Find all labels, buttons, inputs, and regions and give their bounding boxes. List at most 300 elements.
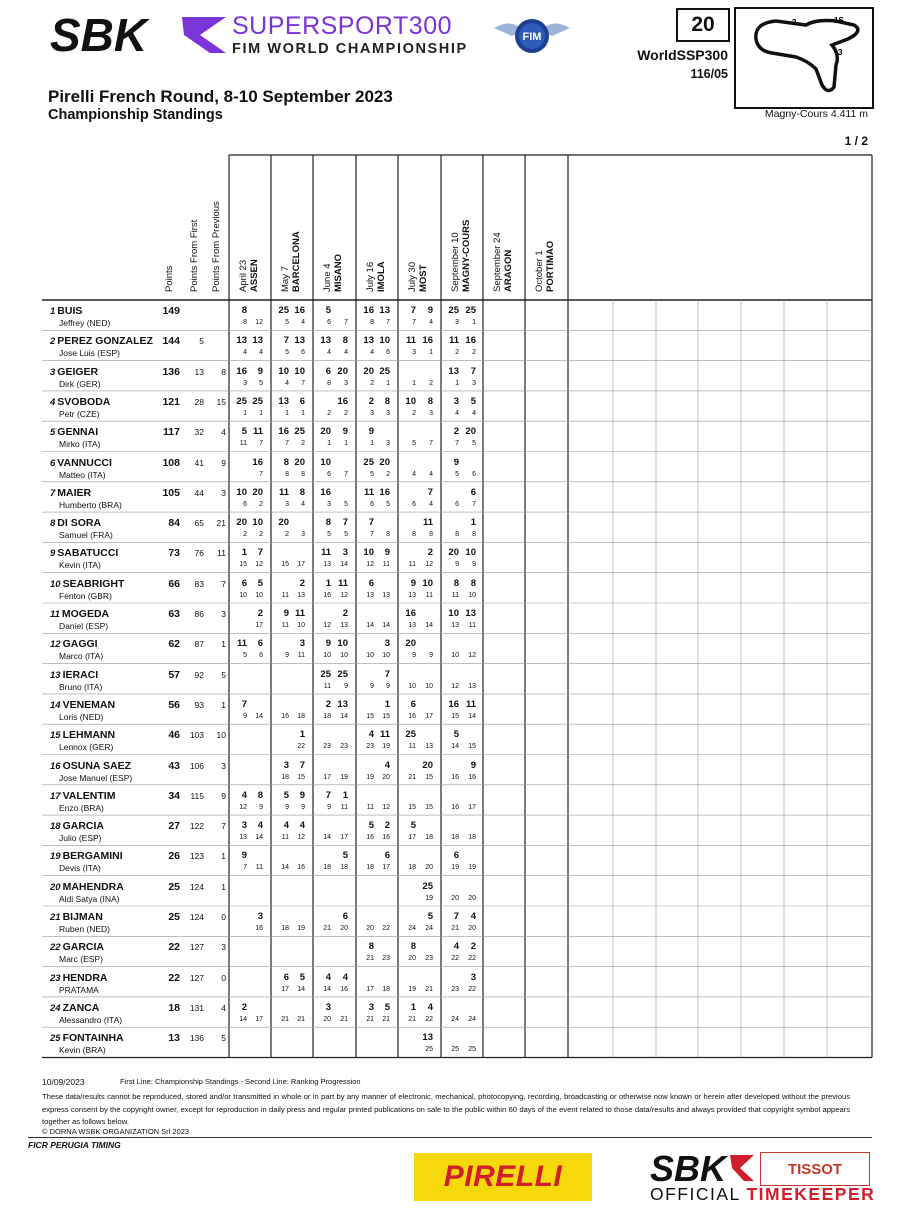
- round-points: 16: [405, 608, 416, 619]
- round-header: [322, 254, 344, 292]
- round-points: 3: [470, 971, 476, 983]
- round-points: 13: [252, 335, 263, 347]
- rider-position: 9: [50, 548, 56, 560]
- round-ranking: 15: [425, 803, 433, 811]
- rider-position: 12: [50, 639, 61, 651]
- round-ranking: 18: [408, 864, 416, 872]
- gap-previous-value: 1: [221, 851, 226, 862]
- round-ranking: 16: [408, 712, 416, 720]
- rider-surname: FONTAINHA: [62, 1032, 124, 1045]
- round-points: 20: [405, 638, 416, 650]
- rider-name: [50, 911, 103, 923]
- round-ranking: 11: [366, 803, 374, 811]
- round-ranking: 5: [243, 652, 247, 660]
- round-ranking: 11: [451, 591, 459, 599]
- round-ranking: 7: [301, 379, 305, 387]
- round-points: 25: [448, 305, 459, 316]
- event-title: Pirelli French Round, 8-10 September 2023: [48, 87, 393, 106]
- rider-position: 16: [50, 760, 61, 772]
- round-ranking: 17: [255, 622, 263, 629]
- rider-surname: BIJMAN: [62, 911, 103, 923]
- round-ranking: 10: [366, 652, 374, 660]
- rider-firstname: Lennox (GER): [59, 742, 114, 753]
- round-points: 3: [368, 1001, 374, 1013]
- round-points: 2: [325, 698, 331, 710]
- round-ranking: 9: [386, 682, 390, 690]
- round-points: 16: [252, 456, 263, 468]
- round-ranking: 9: [472, 561, 476, 569]
- rider-surname: GENNAI: [57, 426, 99, 439]
- points-value: 84: [168, 517, 180, 530]
- round-points: 9: [241, 850, 247, 862]
- round-ranking: 17: [323, 773, 331, 781]
- round-points: 13: [337, 698, 348, 710]
- rider-position: 2: [50, 336, 56, 348]
- round-ranking: 18: [425, 834, 433, 842]
- rider-name: [50, 517, 101, 529]
- rider-surname: IERACI: [62, 668, 99, 681]
- round-ranking: 13: [468, 682, 476, 690]
- round-ranking: 5: [344, 500, 348, 508]
- round-points: 8: [283, 456, 289, 468]
- rider-name: [50, 426, 98, 438]
- round-ranking: 12: [255, 561, 263, 569]
- gap-first-value: 76: [194, 548, 204, 559]
- rider-name: [50, 366, 98, 378]
- round-ranking: 20: [382, 773, 390, 781]
- round-points: 10: [448, 608, 459, 619]
- round-ranking: 21: [408, 773, 416, 781]
- rider-position: 3: [50, 366, 56, 378]
- rider-firstname: Jose Luis (ESP): [59, 348, 120, 359]
- round-ranking: 15: [408, 803, 416, 811]
- round-points: 7: [241, 698, 247, 710]
- round-points: 2: [453, 426, 459, 438]
- round-points: 2: [427, 547, 433, 559]
- round-points: 7: [453, 911, 459, 922]
- rider-firstname: Marco (ITA): [59, 651, 104, 662]
- rider-position: 21: [50, 912, 61, 923]
- points-value: 34: [168, 789, 180, 802]
- round-ranking: 22: [451, 955, 459, 963]
- round-ranking: 4: [327, 349, 331, 357]
- rider-firstname: Julio (ESP): [59, 833, 102, 844]
- round-ranking: 10: [255, 591, 263, 599]
- round-points: 6: [470, 486, 476, 498]
- gap-first-value: 92: [194, 669, 204, 680]
- round-points: 3: [299, 638, 305, 650]
- round-ranking: 3: [243, 379, 247, 387]
- round-ranking: 14: [451, 743, 459, 751]
- round-ranking: 2: [259, 531, 263, 539]
- round-ranking: 1: [344, 440, 348, 448]
- rider-firstname: Jose Manuel (ESP): [59, 772, 133, 783]
- gap-first-value: 28: [194, 396, 204, 407]
- rider-firstname: Bruno (ITA): [59, 681, 103, 692]
- round-points: 25: [252, 395, 263, 407]
- round-date: July 16: [365, 261, 376, 292]
- round-ranking: 13: [340, 622, 348, 629]
- rider-firstname: Ruben (NED): [59, 924, 111, 934]
- gap-first-value: 44: [194, 487, 204, 498]
- round-points: 20: [379, 456, 390, 468]
- rider-position: 10: [50, 578, 61, 590]
- round-ranking: 21: [281, 1015, 289, 1023]
- rider-name: [50, 305, 82, 317]
- round-ranking: 7: [344, 319, 348, 326]
- points-value: 25: [168, 911, 180, 923]
- round-ranking: 22: [468, 955, 476, 963]
- round-points: 25: [465, 305, 476, 316]
- round-points: 10: [405, 395, 416, 407]
- round-points: 4: [427, 1001, 433, 1013]
- round-ranking: 18: [323, 712, 331, 720]
- round-ranking: 1: [429, 349, 433, 357]
- round-points: 10: [337, 638, 348, 650]
- round-ranking: 15: [239, 561, 247, 569]
- round-points: 5: [453, 729, 459, 741]
- round-points: 16: [422, 335, 433, 347]
- round-ranking: 20: [468, 894, 476, 902]
- rider-position: 8: [50, 518, 56, 530]
- round-ranking: 9: [429, 652, 433, 660]
- round-ranking: 14: [340, 561, 348, 569]
- round-points: 7: [283, 335, 289, 347]
- round-points: 1: [342, 789, 348, 801]
- round-ranking: 9: [285, 652, 289, 660]
- round-points: 13: [379, 305, 390, 316]
- round-ranking: 7: [259, 440, 263, 448]
- round-ranking: 21: [425, 985, 433, 993]
- rider-surname: MAHENDRA: [62, 880, 124, 893]
- round-points: 20: [294, 456, 305, 468]
- points-value: 108: [162, 456, 180, 469]
- round-ranking: 21: [451, 925, 459, 932]
- round-points: 5: [368, 820, 374, 832]
- round-ranking: 11: [297, 652, 305, 660]
- round-ranking: 1: [259, 409, 263, 417]
- rider-firstname: Marc (ESP): [59, 954, 103, 965]
- rider-name: [50, 850, 123, 862]
- gap-first-value: 124: [189, 881, 204, 892]
- rider-position: 4: [50, 396, 56, 408]
- rider-name: [50, 608, 109, 620]
- round-ranking: 3: [301, 531, 305, 539]
- gap-first-value: 136: [189, 1033, 204, 1044]
- round-ranking: 3: [344, 379, 348, 387]
- gap-first-value: 103: [189, 730, 204, 741]
- round-points: 3: [453, 395, 459, 407]
- rider-surname: MAIER: [57, 486, 92, 499]
- round-points: 25: [422, 880, 433, 892]
- round-points: 11: [422, 517, 433, 529]
- points-header: Points: [164, 265, 175, 292]
- round-ranking: 4: [429, 470, 433, 478]
- svg-text:SBK: SBK: [650, 1151, 727, 1185]
- round-points: 6: [241, 577, 247, 589]
- round-ranking: 2: [243, 531, 247, 539]
- rider-name: [50, 487, 91, 499]
- round-points: 20: [320, 426, 331, 438]
- round-points: 5: [283, 789, 289, 801]
- round-ranking: 1: [386, 379, 390, 387]
- rider-name: [50, 881, 124, 893]
- round-ranking: 14: [468, 712, 476, 720]
- round-points: 1: [299, 729, 305, 741]
- round-points: 7: [470, 365, 476, 377]
- round-points: 2: [368, 395, 374, 407]
- round-points: 8: [299, 486, 305, 498]
- round-points: 9: [283, 608, 289, 619]
- round-points: 9: [384, 547, 390, 559]
- rider-surname: SABATUCCI: [57, 547, 119, 560]
- round-points: 1: [325, 577, 331, 589]
- gap-first-value: 127: [189, 972, 204, 983]
- round-ranking: 8: [386, 531, 390, 539]
- round-ranking: 16: [297, 864, 305, 872]
- round-ranking: 9: [412, 652, 416, 660]
- gap-first-value: 106: [189, 760, 204, 771]
- rider-position: 17: [50, 790, 61, 802]
- round-ranking: 11: [408, 743, 416, 751]
- round-ranking: 18: [382, 985, 390, 993]
- round-ranking: 9: [285, 803, 289, 811]
- rider-name: [50, 1002, 99, 1014]
- round-ranking: 3: [386, 440, 390, 448]
- round-ranking: 25: [451, 1046, 459, 1054]
- round-ranking: 23: [366, 743, 374, 751]
- dorna-copyright: © DORNA WSBK ORGANIZATION Srl 2023: [42, 1127, 190, 1136]
- round-points: 8: [470, 577, 476, 589]
- copyright-notice: These data/results cannot be reproduced, stored and/or transmitted in whole or in part by any manner of electronic, mechanical, photocopying, recording, broadcasting or otherwise now known or herein after developed without the previous express consent by the copyright owner, except for reproduction in daily press and regular printed publications on sale to the public within 60 days of the event related to those data/results and always provided that copyright symbol appears together as follows below.: [42, 1092, 850, 1126]
- round-ranking: 9: [455, 561, 459, 569]
- rider-name: [50, 396, 110, 408]
- round-points: 11: [405, 335, 416, 347]
- round-ranking: 4: [301, 319, 305, 326]
- rider-firstname: Enzo (BRA): [59, 802, 104, 813]
- points-value: 13: [168, 1032, 180, 1045]
- round-points: 9: [299, 789, 305, 801]
- rider-surname: OSUNA SAEZ: [62, 759, 132, 772]
- round-points: 4: [241, 789, 247, 801]
- round-ranking: 22: [468, 985, 476, 993]
- round-ranking: 8: [472, 531, 476, 539]
- round-points: 4: [283, 820, 289, 832]
- round-ranking: 7: [412, 319, 416, 326]
- round-points: 6: [299, 395, 305, 407]
- official-timekeeper: [650, 1184, 875, 1205]
- points-value: 136: [162, 365, 180, 378]
- round-points: 13: [278, 395, 289, 407]
- round-venue: MOST: [418, 264, 429, 292]
- document-code: 116/05: [690, 67, 728, 81]
- round-points: 6: [368, 577, 374, 589]
- round-ranking: 22: [425, 1015, 433, 1023]
- round-points: 6: [283, 971, 289, 983]
- round-ranking: 5: [412, 440, 416, 448]
- round-venue: ARAGON: [503, 249, 514, 292]
- round-ranking: 6: [301, 349, 305, 357]
- rider-firstname: Loris (NED): [59, 711, 104, 722]
- rider-surname: VANNUCCI: [57, 456, 112, 469]
- round-points: 25: [278, 305, 289, 316]
- round-ranking: 12: [323, 622, 331, 629]
- round-ranking: 8: [327, 379, 331, 387]
- round-ranking: 10: [239, 591, 247, 599]
- rider-position: 18: [50, 821, 61, 833]
- round-ranking: 22: [297, 743, 305, 751]
- round-ranking: 2: [370, 379, 374, 387]
- round-ranking: 16: [255, 925, 263, 932]
- round-ranking: 9: [370, 682, 374, 690]
- round-ranking: 24: [425, 925, 433, 932]
- round-ranking: 11: [239, 440, 247, 448]
- round-ranking: 23: [382, 955, 390, 963]
- round-ranking: 16: [366, 834, 374, 842]
- round-points: 11: [465, 698, 476, 710]
- round-points: 10: [236, 486, 247, 498]
- round-ranking: 20: [451, 894, 459, 902]
- rider-surname: MOGEDA: [61, 608, 110, 620]
- round-date: July 30: [407, 261, 418, 292]
- points-value: 105: [162, 486, 180, 499]
- rider-firstname: Matteo (ITA): [59, 469, 106, 480]
- round-points: 16: [379, 486, 390, 498]
- round-points: 20: [252, 486, 263, 498]
- round-ranking: 25: [425, 1046, 433, 1054]
- round-ranking: 13: [408, 622, 416, 629]
- rider-surname: HENDRA: [62, 971, 108, 984]
- gap-first-value: 131: [189, 1002, 204, 1013]
- round-ranking: 10: [382, 652, 390, 660]
- round-number: 20: [676, 8, 730, 42]
- round-ranking: 12: [382, 803, 390, 811]
- points-value: 73: [168, 547, 180, 560]
- round-points: 11: [252, 426, 263, 438]
- round-ranking: 11: [340, 803, 348, 811]
- round-ranking: 17: [425, 712, 433, 720]
- points-value: 25: [168, 880, 180, 893]
- round-ranking: 8: [412, 531, 416, 539]
- round-ranking: 15: [425, 773, 433, 781]
- round-ranking: 14: [255, 834, 263, 842]
- round-venue: MAGNY-COURS: [461, 219, 472, 292]
- round-ranking: 5: [327, 531, 331, 539]
- footer-date: 10/09/2023: [42, 1077, 85, 1087]
- rider-name: [50, 972, 108, 984]
- round-ranking: 16: [468, 773, 476, 781]
- round-points: 1: [410, 1001, 416, 1013]
- round-points: 7: [257, 547, 263, 559]
- fim-logo: [492, 14, 572, 58]
- round-points: 7: [342, 517, 348, 529]
- round-ranking: 24: [451, 1015, 459, 1023]
- round-points: 9: [453, 456, 459, 468]
- round-ranking: 9: [259, 803, 263, 811]
- gap-previous-value: 9: [221, 457, 226, 468]
- round-ranking: 1: [455, 379, 459, 387]
- round-ranking: 4: [370, 349, 374, 357]
- round-ranking: 4: [301, 500, 305, 508]
- round-ranking: 10: [468, 591, 476, 599]
- round-ranking: 15: [451, 712, 459, 720]
- round-ranking: 17: [468, 803, 476, 811]
- round-points: 16: [363, 305, 374, 316]
- gap-previous-value: 3: [221, 487, 226, 498]
- points-value: 121: [162, 395, 180, 408]
- round-ranking: 7: [386, 319, 390, 326]
- round-ranking: 14: [366, 622, 374, 629]
- round-points: 10: [252, 517, 263, 529]
- round-ranking: 8: [429, 531, 433, 539]
- round-ranking: 8: [455, 531, 459, 539]
- round-points: 20: [236, 517, 247, 529]
- round-ranking: 17: [382, 864, 390, 872]
- round-ranking: 2: [259, 500, 263, 508]
- rider-firstname: Mirko (ITA): [59, 439, 101, 450]
- round-ranking: 4: [344, 349, 348, 357]
- points-value: 63: [168, 608, 180, 620]
- rider-name: [50, 760, 131, 772]
- round-ranking: 11: [323, 682, 331, 690]
- round-ranking: 5: [370, 470, 374, 478]
- round-points: 4: [342, 971, 348, 983]
- rider-firstname: Devis (ITA): [59, 863, 101, 874]
- round-ranking: 21: [340, 1015, 348, 1023]
- round-ranking: 5: [285, 319, 289, 326]
- rider-name: [50, 699, 115, 711]
- round-ranking: 4: [243, 349, 247, 357]
- round-ranking: 17: [340, 834, 348, 842]
- rider-firstname: Humberto (BRA): [59, 499, 122, 510]
- round-ranking: 18: [451, 834, 459, 842]
- round-ranking: 12: [239, 803, 247, 811]
- round-ranking: 5: [285, 349, 289, 357]
- rider-surname: DI SORA: [57, 517, 102, 530]
- series-name: SUPERSPORT300: [232, 12, 453, 40]
- round-points: 8: [368, 941, 374, 953]
- round-ranking: 7: [472, 500, 476, 508]
- gap-first-value: 86: [194, 609, 204, 619]
- round-ranking: 12: [340, 591, 348, 599]
- round-ranking: 7: [455, 440, 459, 448]
- points-value: 149: [162, 305, 180, 317]
- rider-name: [50, 1032, 124, 1044]
- round-points: 25: [379, 365, 390, 377]
- rider-surname: BUIS: [57, 305, 83, 317]
- rider-surname: SEABRIGHT: [62, 577, 125, 590]
- rider-position: 14: [50, 699, 61, 711]
- svg-text:SBK: SBK: [50, 13, 148, 57]
- rider-name: [50, 941, 104, 953]
- round-points: 11: [294, 608, 305, 619]
- round-points: 10: [278, 365, 289, 377]
- round-ranking: 21: [297, 1015, 305, 1023]
- round-points: 2: [470, 941, 476, 953]
- round-ranking: 3: [429, 409, 433, 417]
- round-points: 8: [241, 305, 247, 316]
- round-ranking: 19: [468, 864, 476, 872]
- round-points: 20: [337, 365, 348, 377]
- round-points: 13: [465, 608, 476, 619]
- round-ranking: 1: [301, 409, 305, 417]
- round-points: 2: [299, 577, 305, 589]
- round-ranking: 16: [382, 834, 390, 842]
- rider-position: 13: [50, 669, 61, 681]
- round-ranking: 14: [255, 712, 263, 720]
- round-ranking: 19: [451, 864, 459, 872]
- rider-firstname: Alessandro (ITA): [59, 1014, 123, 1025]
